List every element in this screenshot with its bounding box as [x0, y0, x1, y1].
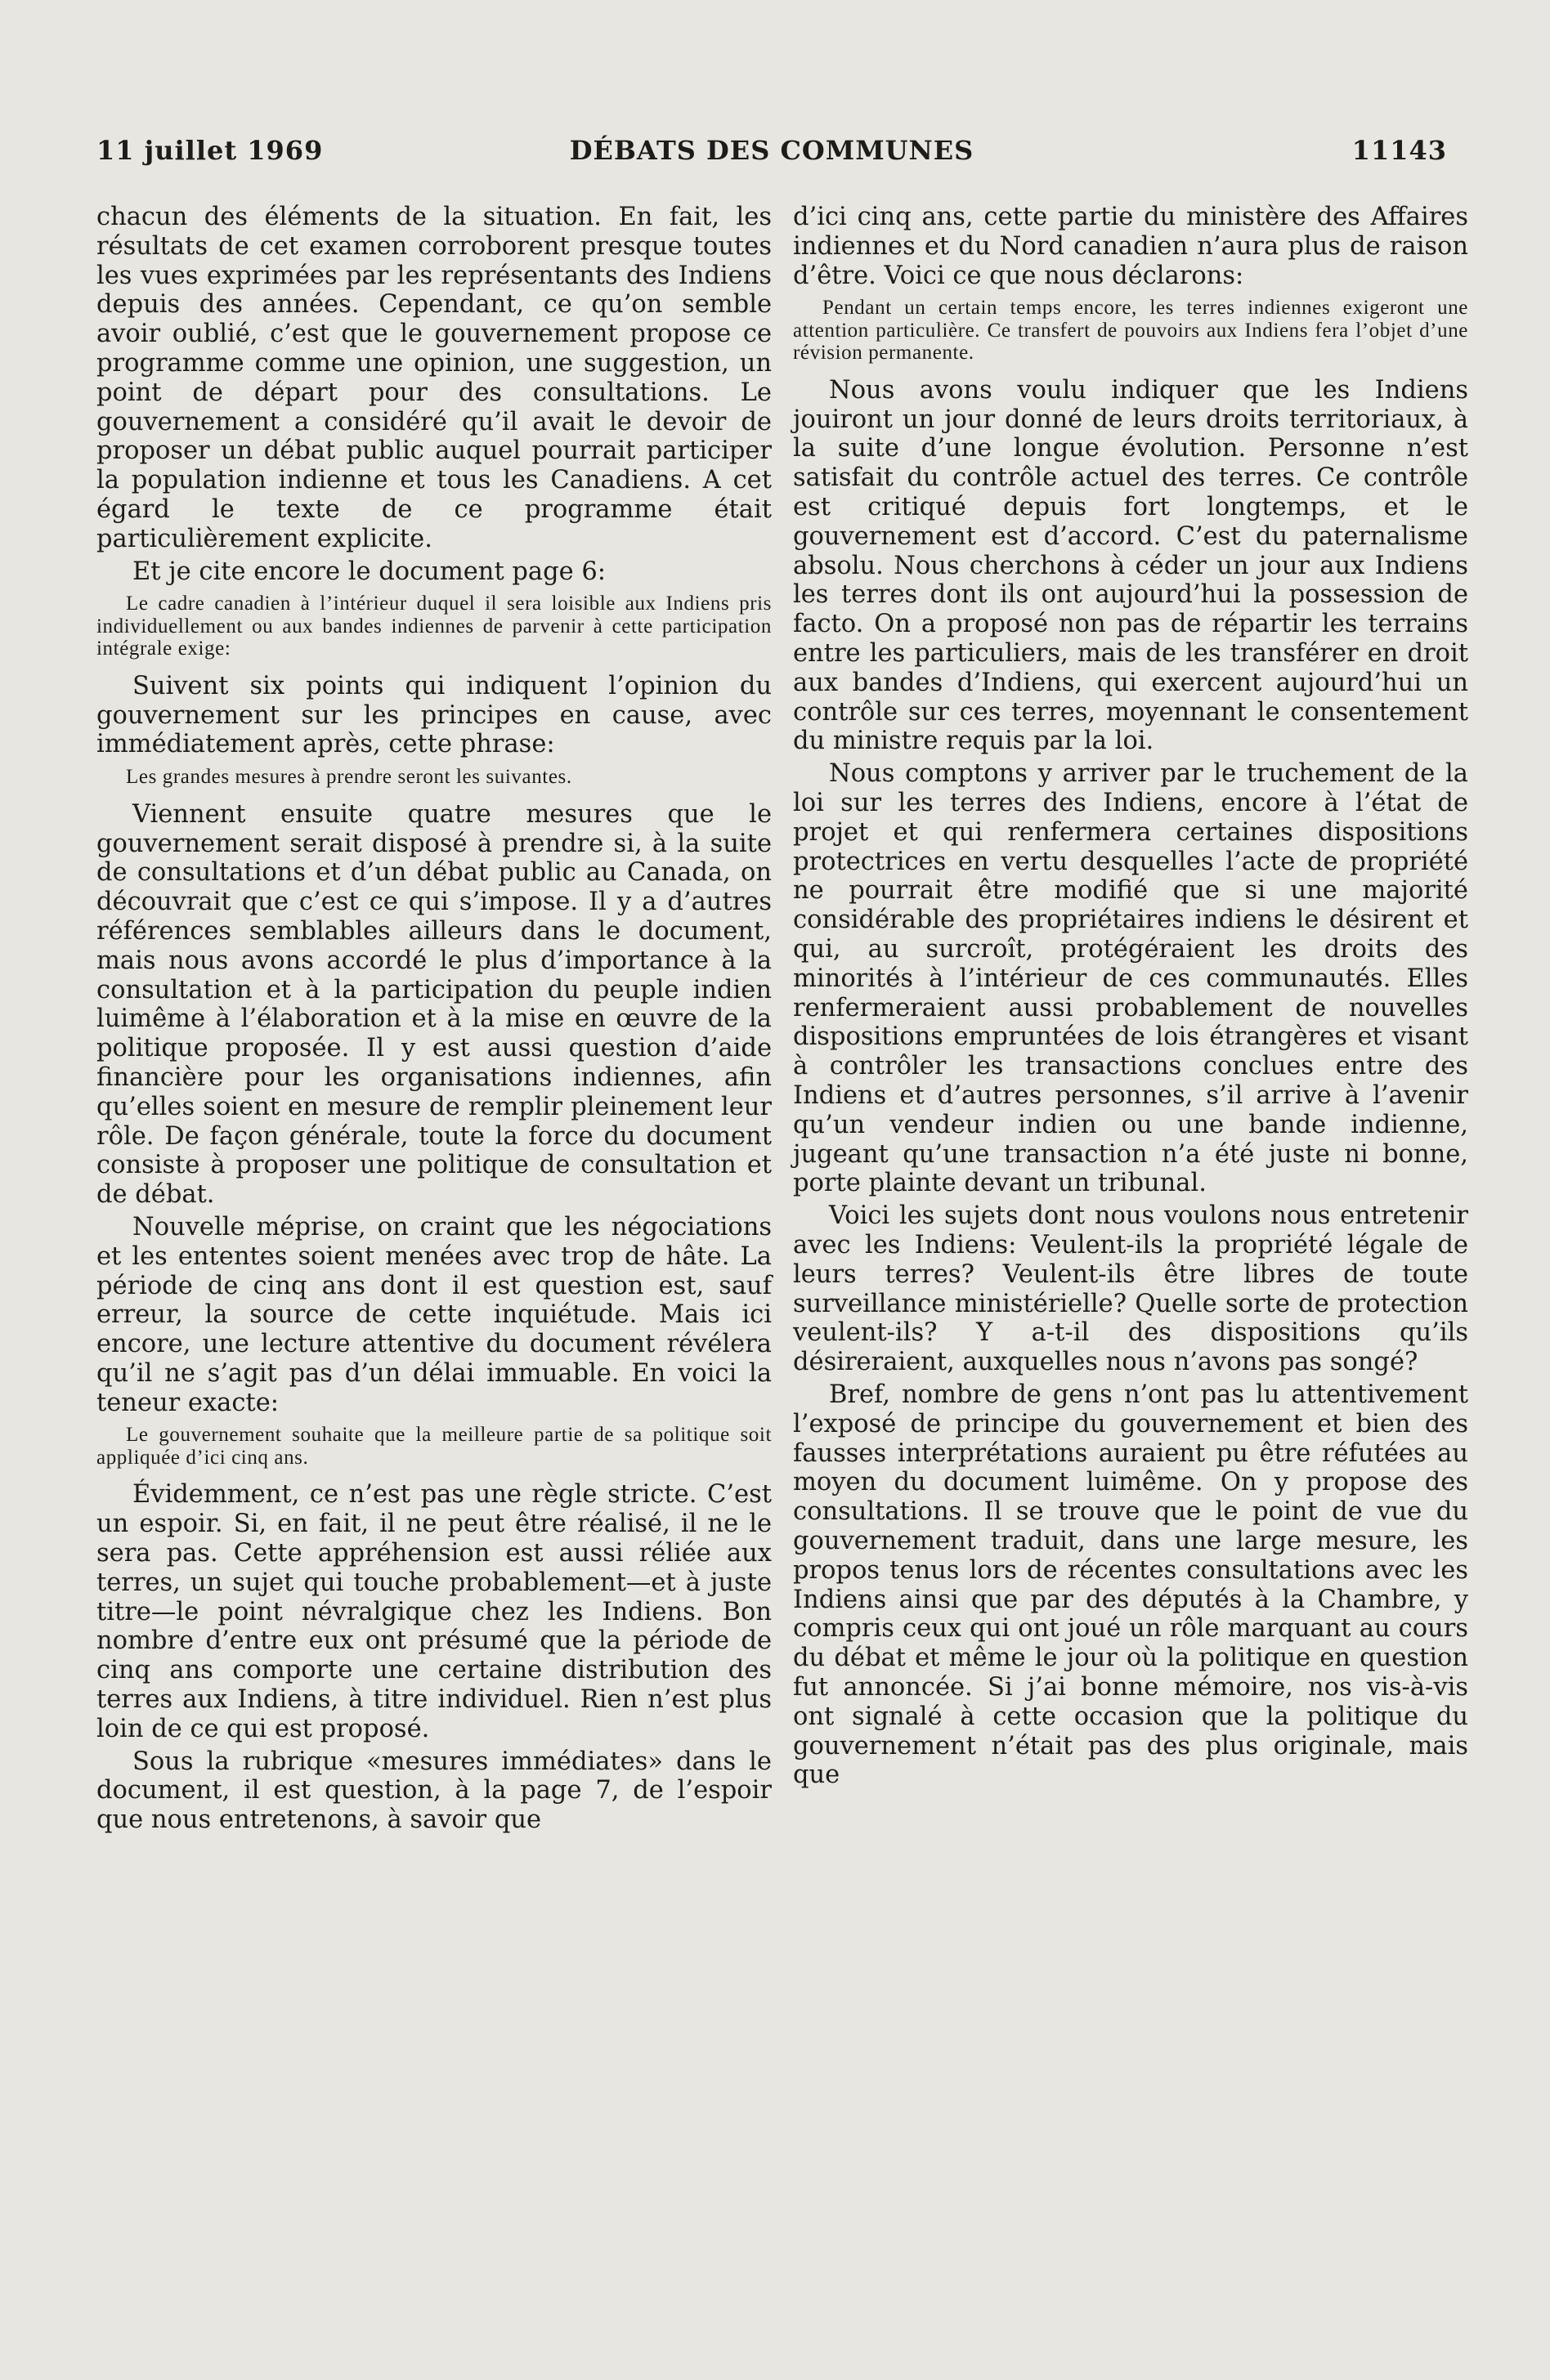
right-paragraph-5: Bref, nombre de gens n’ont pas lu attentivement l’exposé de principe du gouvernement et bien des fausses interprétations auraient pu être réfutées au moyen du document luimême. On y propose des consultations. Il se trouve que le point de vue du gouvernement traduit, dans une large mesure, les propos tenus lors de récentes consultations avec les Indiens ainsi que par des députés à la Chambre, y compris ceux qui ont joué un rôle marquant au cours du débat et même le jour où la politique en question fut annoncée. Si j’ai bonne mémoire, nos vis-à-vis ont signalé à cette occasion que la politique du gouvernement n’était pas des plus originale, mais que [793, 1380, 1468, 1790]
right-paragraph-4: Voici les sujets dont nous voulons nous entretenir avec les Indiens: Veulent-ils la propriété légale de leurs terres? Veulent-ils être libres de toute surveillance ministérielle? Quelle sorte de protection veulent-ils? Y a-t-il des dispositions qu’ils désireraient, auxquelles nous n’avons pas songé? [793, 1201, 1468, 1377]
left-paragraph-7: Sous la rubrique «mesures immédiates» dans le document, il est question, à la page 7, de l’espoir que nous entretenons, à savoir que [96, 1747, 772, 1835]
header-page-number: 11143 [1351, 135, 1447, 166]
header-date: 11 juillet 1969 [96, 135, 324, 166]
left-quote-1: Le cadre canadien à l’intérieur duquel il sera loisible aux Indiens pris individuellement ou aux bandes indiennes de parvenir à cette participation intégrale exige: [96, 593, 772, 660]
left-paragraph-3: Suivent six points qui indiquent l’opinion du gouvernement sur les principes en cause, avec immédiatement après, cette phrase: [96, 671, 772, 759]
header-title: DÉBATS DES COMMUNES [569, 135, 974, 166]
right-quote-1: Pendant un certain temps encore, les terres indiennes exigeront une attention particulière. Ce transfert de pouvoirs aux Indiens fera l’objet d’une révision permanente. [793, 297, 1468, 365]
right-column [793, 203, 1468, 1790]
left-paragraph-5: Nouvelle méprise, on craint que les négociations et les ententes soient menées avec trop de hâte. La période de cinq ans dont il est question est, sauf erreur, la source de cette inquiétude. Mais ici encore, une lecture attentive du document révélera qu’il ne s’agit pas d’un délai immuable. En voici la teneur exacte: [96, 1212, 772, 1417]
page-header [96, 135, 1447, 171]
right-paragraph-1: d’ici cinq ans, cette partie du ministère des Affaires indiennes et du Nord canadien n’aura plus de raison d’être. Voici ce que nous déclarons: [793, 203, 1468, 290]
left-column [96, 203, 772, 1835]
left-quote-3: Le gouvernement souhaite que la meilleure partie de sa politique soit appliquée d’ici cinq ans. [96, 1424, 772, 1469]
right-paragraph-3: Nous comptons y arriver par le truchement de la loi sur les terres des Indiens, encore à l’état de projet et qui renfermera certaines dispositions protectrices en vertu desquelles l’acte de propriété ne pourrait être modifié que si une majorité considérable des propriétaires indiens le désirent et qui, au surcroît, protégéraient les droits des minorités à l’intérieur de ces communautés. Elles renfermeraient aussi probablement de nouvelles dispositions empruntées de lois étrangères et visant à contrôler les transactions conclues entre des Indiens et d’autres personnes, s’il arrive à l’avenir qu’un vendeur indien ou une bande indienne, jugeant qu’une transaction n’a été juste ni bonne, porte plainte devant un tribunal. [793, 759, 1468, 1198]
left-paragraph-2: Et je cite encore le document page 6: [132, 557, 607, 586]
left-paragraph-1: chacun des éléments de la situation. En fait, les résultats de cet examen corroborent presque toutes les vues exprimées par les représentants des Indiens depuis des années. Cependant, ce qu’on semble avoir oublié, c’est que le gouvernement propose ce programme comme une opinion, une suggestion, un point de départ pour des consultations. Le gouvernement a considéré qu’il avait le devoir de proposer un débat public auquel pourrait participer la population indienne et tous les Canadiens. A cet égard le texte de ce programme était particulièrement explicite. [96, 203, 772, 553]
left-quote-2: Les grandes mesures à prendre seront les suivantes. [126, 766, 572, 789]
left-paragraph-4: Viennent ensuite quatre mesures que le gouvernement serait disposé à prendre si, à la suite de consultations et d’un débat public au Canada, on découvrait que c’est ce qui s’impose. Il y a d’autres références semblables ailleurs dans le document, mais nous avons accordé le plus d’importance à la consultation et à la participation du peuple indien luimême à l’élaboration et à la mise en œuvre de la politique proposée. Il y est aussi question d’aide financière pour les organisations indiennes, afin qu’elles soient en mesure de remplir pleinement leur rôle. De façon générale, toute la force du document consiste à proposer une politique de consultation et de débat. [96, 799, 772, 1210]
left-paragraph-6: Évidemment, ce n’est pas une règle stricte. C’est un espoir. Si, en fait, il ne peut être réalisé, il ne le sera pas. Cette appréhension est aussi réliée aux terres, un sujet qui touche probablement—et à juste titre—le point névralgique chez les Indiens. Bon nombre d’entre eux ont présumé que la période de cinq ans comporte une certaine distribution des terres aux Indiens, à titre individuel. Rien n’est plus loin de ce qui est proposé. [96, 1480, 772, 1743]
right-paragraph-2: Nous avons voulu indiquer que les Indiens jouiront un jour donné de leurs droits territoriaux, à la suite d’une longue évolution. Personne n’est satisfait du contrôle actuel des terres. Ce contrôle est critiqué depuis fort longtemps, et le gouvernement est d’accord. C’est du paternalisme absolu. Nous cherchons à céder un jour aux Indiens les terres dont ils ont aujourd’hui la possession de facto. On a proposé non pas de répartir les terrains entre les particuliers, mais de les transférer en droit aux bandes d’Indiens, qui exercent aujourd’hui un contrôle sur ces terres, moyennant le consentement du ministre requis par la loi. [793, 375, 1468, 756]
